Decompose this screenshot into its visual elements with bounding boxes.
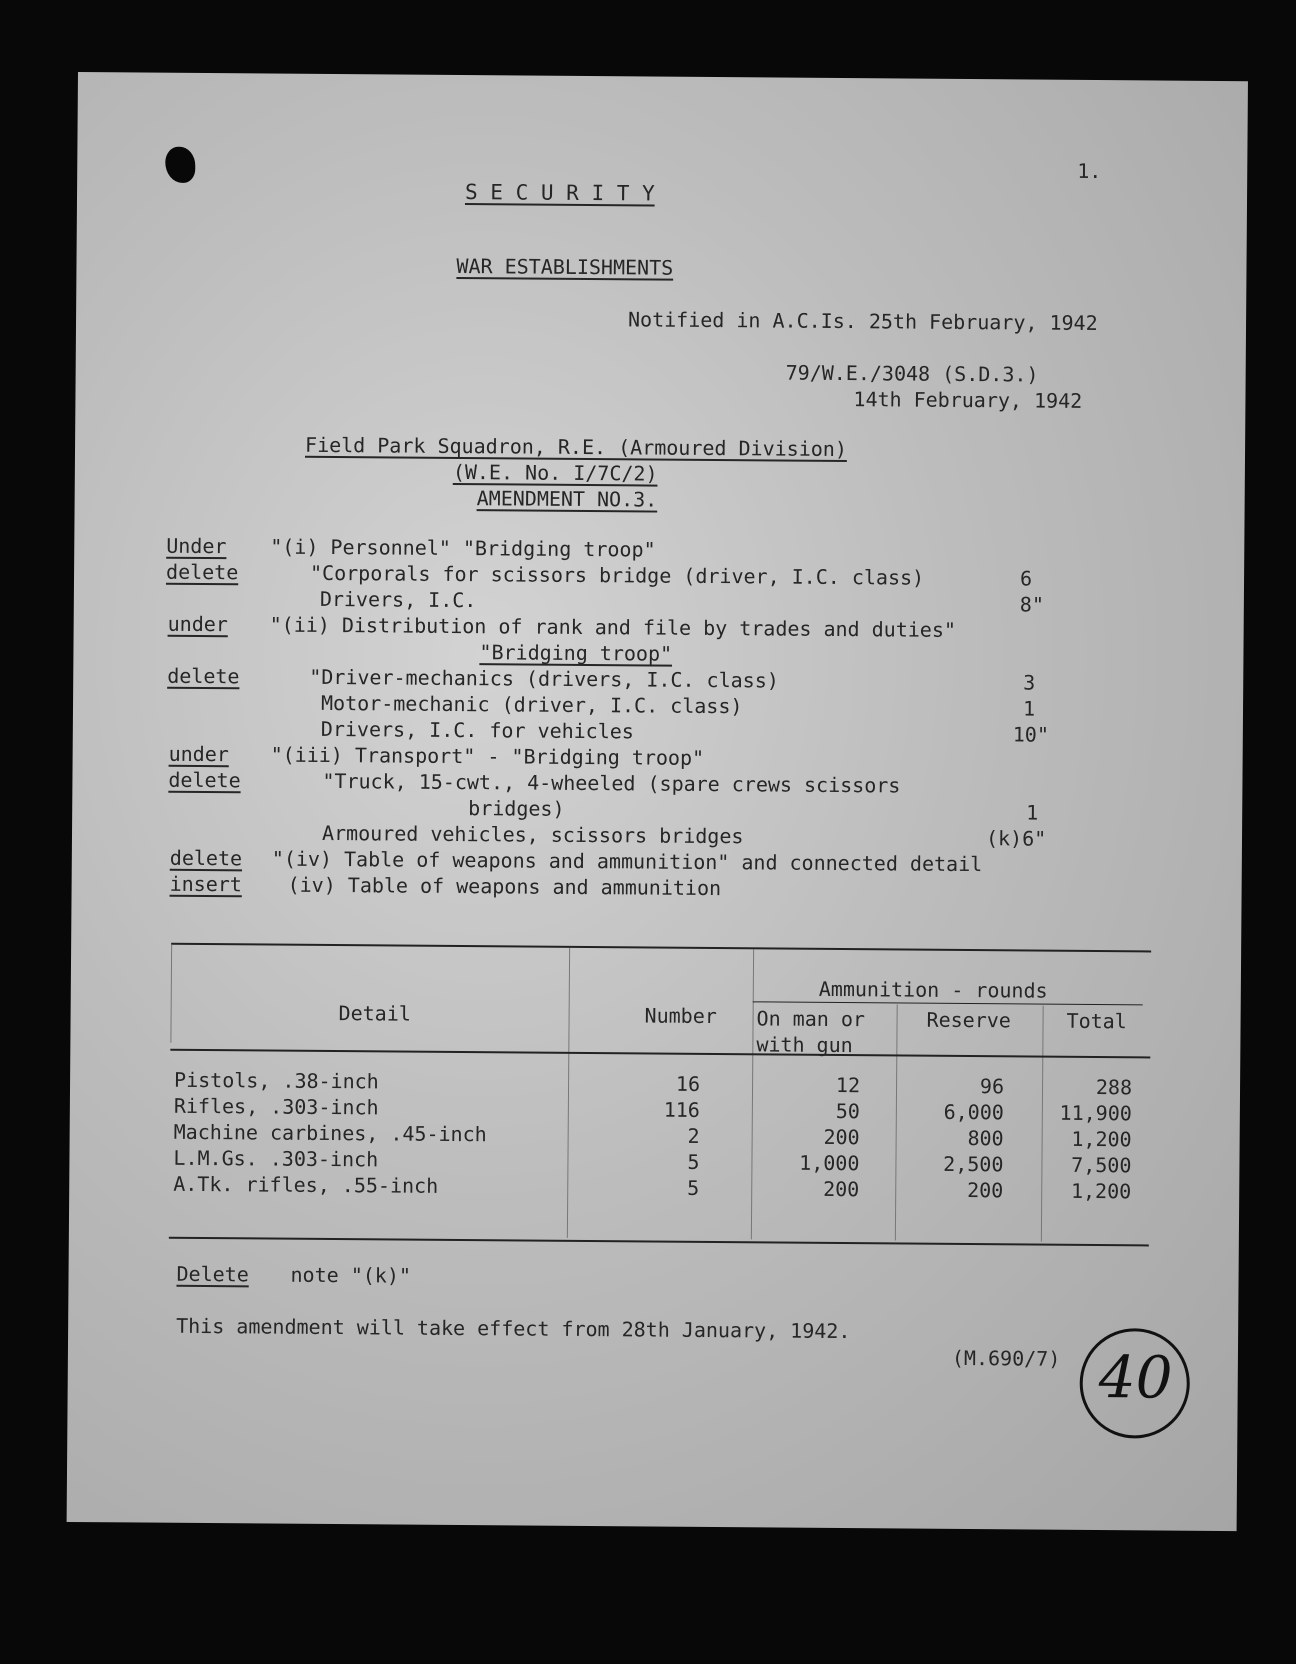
instruction-text: Drivers, I.C. (319, 586, 477, 613)
instruction-text: "(i) Personnel" "Bridging troop" (270, 534, 656, 562)
instruction-label: insert (169, 871, 242, 897)
table-cell-number: 5 (687, 1149, 700, 1174)
column-divider (1041, 1006, 1044, 1242)
instruction-number: 3 (1023, 670, 1036, 695)
table-cell-number: 2 (687, 1123, 700, 1148)
table-cell-reserve: 200 (967, 1178, 1004, 1203)
we-number: (W.E. No. I/7C/2) (452, 459, 658, 486)
table-cell-on-man: 12 (835, 1072, 861, 1098)
instruction-label: under (168, 741, 229, 767)
reference-date: 14th February, 1942 (853, 387, 1083, 413)
delete-label: Delete (176, 1261, 249, 1287)
document-page (67, 72, 1248, 1531)
table-cell-number: 116 (663, 1097, 700, 1122)
table-cell-on-man: 1,000 (799, 1150, 860, 1176)
table-cell-number: 5 (687, 1175, 700, 1200)
folio-stamp (1079, 1328, 1190, 1439)
amendment-number: AMENDMENT NO.3. (476, 486, 658, 512)
instruction-label: delete (168, 767, 241, 793)
table-cell-total: 288 (1095, 1075, 1133, 1100)
instruction-text: "Corporals for scissors bridge (driver, I.C. class) (309, 560, 925, 590)
table-cell-number: 16 (675, 1071, 701, 1096)
table-cell-total: 1,200 (1070, 1178, 1132, 1204)
document-title: WAR ESTABLISHMENTS (456, 253, 674, 280)
table-cell-total: 7,500 (1071, 1152, 1132, 1178)
instruction-text: Drivers, I.C. for vehicles (320, 716, 635, 744)
table-cell-detail: L.M.Gs. .303-inch (173, 1145, 379, 1172)
table-cell-detail: Machine carbines, .45-inch (173, 1119, 487, 1147)
unit-heading: Field Park Squadron, R.E. (Armoured Division) (304, 432, 848, 462)
instruction-number: 8" (1019, 592, 1045, 617)
instruction-number: 10" (1012, 722, 1050, 747)
instruction-text: "Driver-mechanics (drivers, I.C. class) (309, 664, 779, 693)
table-cell-total: 1,200 (1071, 1126, 1132, 1152)
header-reserve: Reserve (926, 1007, 1011, 1033)
column-divider (567, 948, 570, 1238)
column-divider (751, 949, 754, 1239)
folio-number: 40 (1098, 1343, 1173, 1412)
instruction-label: delete (165, 559, 239, 585)
table-cell-reserve: 96 (979, 1074, 1005, 1099)
table-cell-on-man: 50 (835, 1098, 860, 1124)
table-cell-reserve: 6,000 (943, 1099, 1004, 1125)
table-cell-on-man: 200 (823, 1124, 860, 1150)
reference-number: 79/W.E./3048 (S.D.3.) (785, 360, 1039, 387)
table-cell-total: 11,900 (1059, 1100, 1132, 1126)
table-top-rule (171, 943, 1151, 953)
instruction-text: Motor-mechanic (driver, I.C. class) (320, 690, 743, 719)
instruction-text: bridges) (468, 796, 565, 821)
table-cell-detail: A.Tk. rifles, .55-inch (173, 1171, 439, 1198)
notified-line: Notified in A.C.Is. 25th February, 1942 (627, 307, 1098, 336)
table-cell-on-man: 200 (823, 1176, 860, 1202)
document-code: (M.690/7) (951, 1345, 1061, 1371)
table-cell-reserve: 2,500 (943, 1151, 1004, 1177)
instruction-text: "(iii) Transport" - "Bridging troop" (270, 742, 705, 770)
instruction-text: Armoured vehicles, scissors bridges (321, 820, 744, 849)
instruction-label: delete (169, 845, 243, 871)
table-bottom-rule (169, 1237, 1149, 1247)
header-on-man: with gun (756, 1032, 853, 1058)
instruction-number: 1 (1022, 696, 1036, 721)
instruction-text: (iv) Table of weapons and ammunition (287, 872, 722, 901)
header-number: Number (644, 1003, 717, 1029)
security-heading: S E C U R I T Y (464, 180, 655, 206)
table-left-border (170, 945, 172, 1043)
table-cell-reserve: 800 (967, 1126, 1004, 1151)
table-cell-detail: Rifles, .303-inch (173, 1093, 379, 1120)
instruction-label: delete (167, 663, 240, 689)
instruction-number: 6 (1019, 566, 1033, 591)
page-number: 1. (1077, 158, 1102, 184)
effective-date: This amendment will take effect from 28th January, 1942. (176, 1313, 851, 1344)
ammunition-subrule (753, 1001, 1143, 1005)
instruction-label: under (167, 611, 228, 637)
header-rule (170, 1049, 1150, 1059)
header-total: Total (1066, 1008, 1127, 1034)
column-divider (895, 1004, 898, 1240)
instruction-number: (k)6" (985, 826, 1047, 851)
instruction-label: Under (166, 533, 227, 559)
instruction-text: "Truck, 15-cwt., 4-wheeled (spare crews scissors (322, 768, 901, 798)
hole-punch-mark (165, 147, 195, 183)
instruction-text: "(ii) Distribution of rank and file by trades and duties" (269, 612, 957, 642)
delete-note: note "(k)" (290, 1262, 412, 1288)
instruction-text: "Bridging troop" (479, 640, 673, 666)
instruction-text: "(iv) Table of weapons and ammunition" and connected detail (271, 846, 983, 877)
header-on-man: On man or (756, 1006, 866, 1032)
header-detail: Detail (338, 1001, 411, 1026)
table-cell-detail: Pistols, .38-inch (173, 1067, 379, 1094)
header-ammunition: Ammunition - rounds (818, 976, 1048, 1003)
instruction-number: 1 (1026, 800, 1039, 825)
